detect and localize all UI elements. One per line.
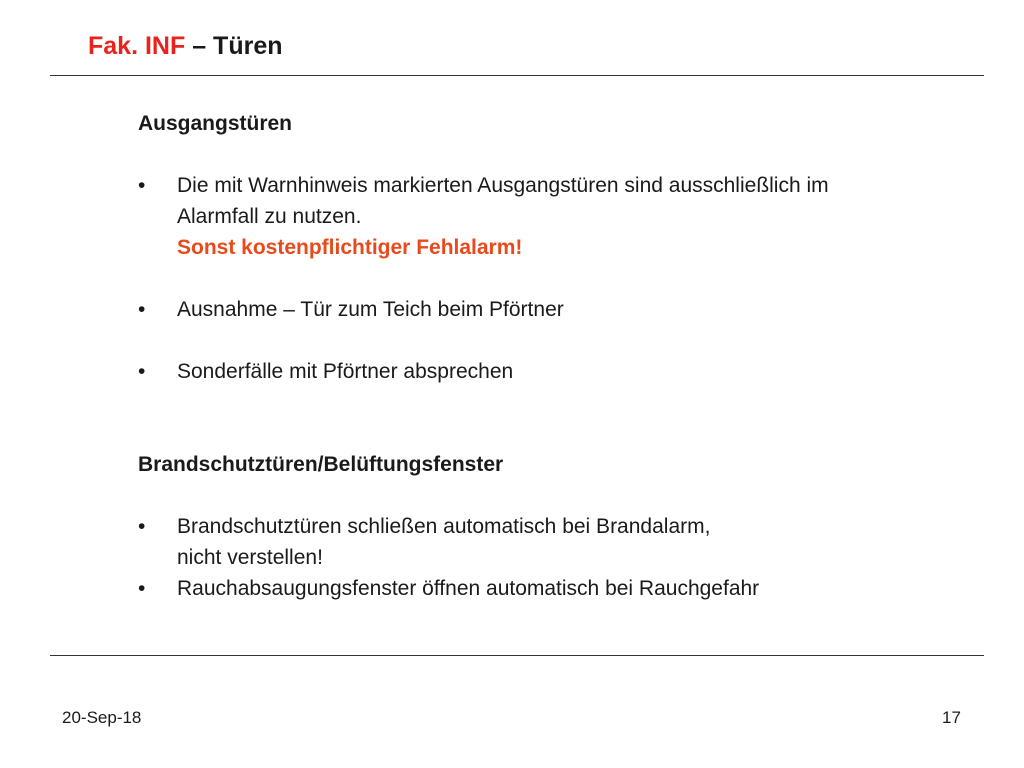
section-heading-fire-doors: Brandschutztüren/Belüftungsfenster [138,453,504,476]
bullet-text-line: nicht verstellen! [177,546,323,569]
bullet-text-line: Die mit Warnhinweis markierten Ausgangstüren sind ausschließlich im [177,174,829,197]
bullet-smoke-windows [138,573,998,604]
bullet-exception [138,294,998,325]
page-number: 17 [942,708,961,727]
bullet-dot: • [138,174,146,197]
bottom-divider [50,655,984,656]
slide-title-accent: Fak. INF [88,32,186,60]
false-alarm-warning: Sonst kostenpflichtiger Fehlalarm! [177,236,523,259]
slide-title [88,27,283,65]
bullet-fire-doors [138,511,998,573]
footer-date: 20-Sep-18 [62,708,142,727]
bullet-special-cases [138,356,998,387]
bullet-dot: • [138,515,146,538]
bullet-text-line: Alarmfall zu nutzen. [177,205,362,228]
top-divider [50,75,984,76]
slide-content [138,108,998,604]
bullet-dot: • [138,577,146,600]
bullet-dot: • [138,360,146,383]
slide-title-rest: – Türen [185,32,283,60]
bullet-text-line: Brandschutztüren schließen automatisch bei Brandalarm, [177,515,711,538]
bullet-text-line: Rauchabsaugungsfenster öffnen automatisch bei Rauchgefahr [177,577,760,600]
section-heading-exit-doors: Ausgangstüren [138,112,293,135]
bullet-dot: • [138,298,146,321]
bullet-text-line: Sonderfälle mit Pförtner absprechen [177,360,514,383]
bullet-text-line: Ausnahme – Tür zum Teich beim Pförtner [177,298,564,321]
bullet-warning-doors [138,170,998,263]
